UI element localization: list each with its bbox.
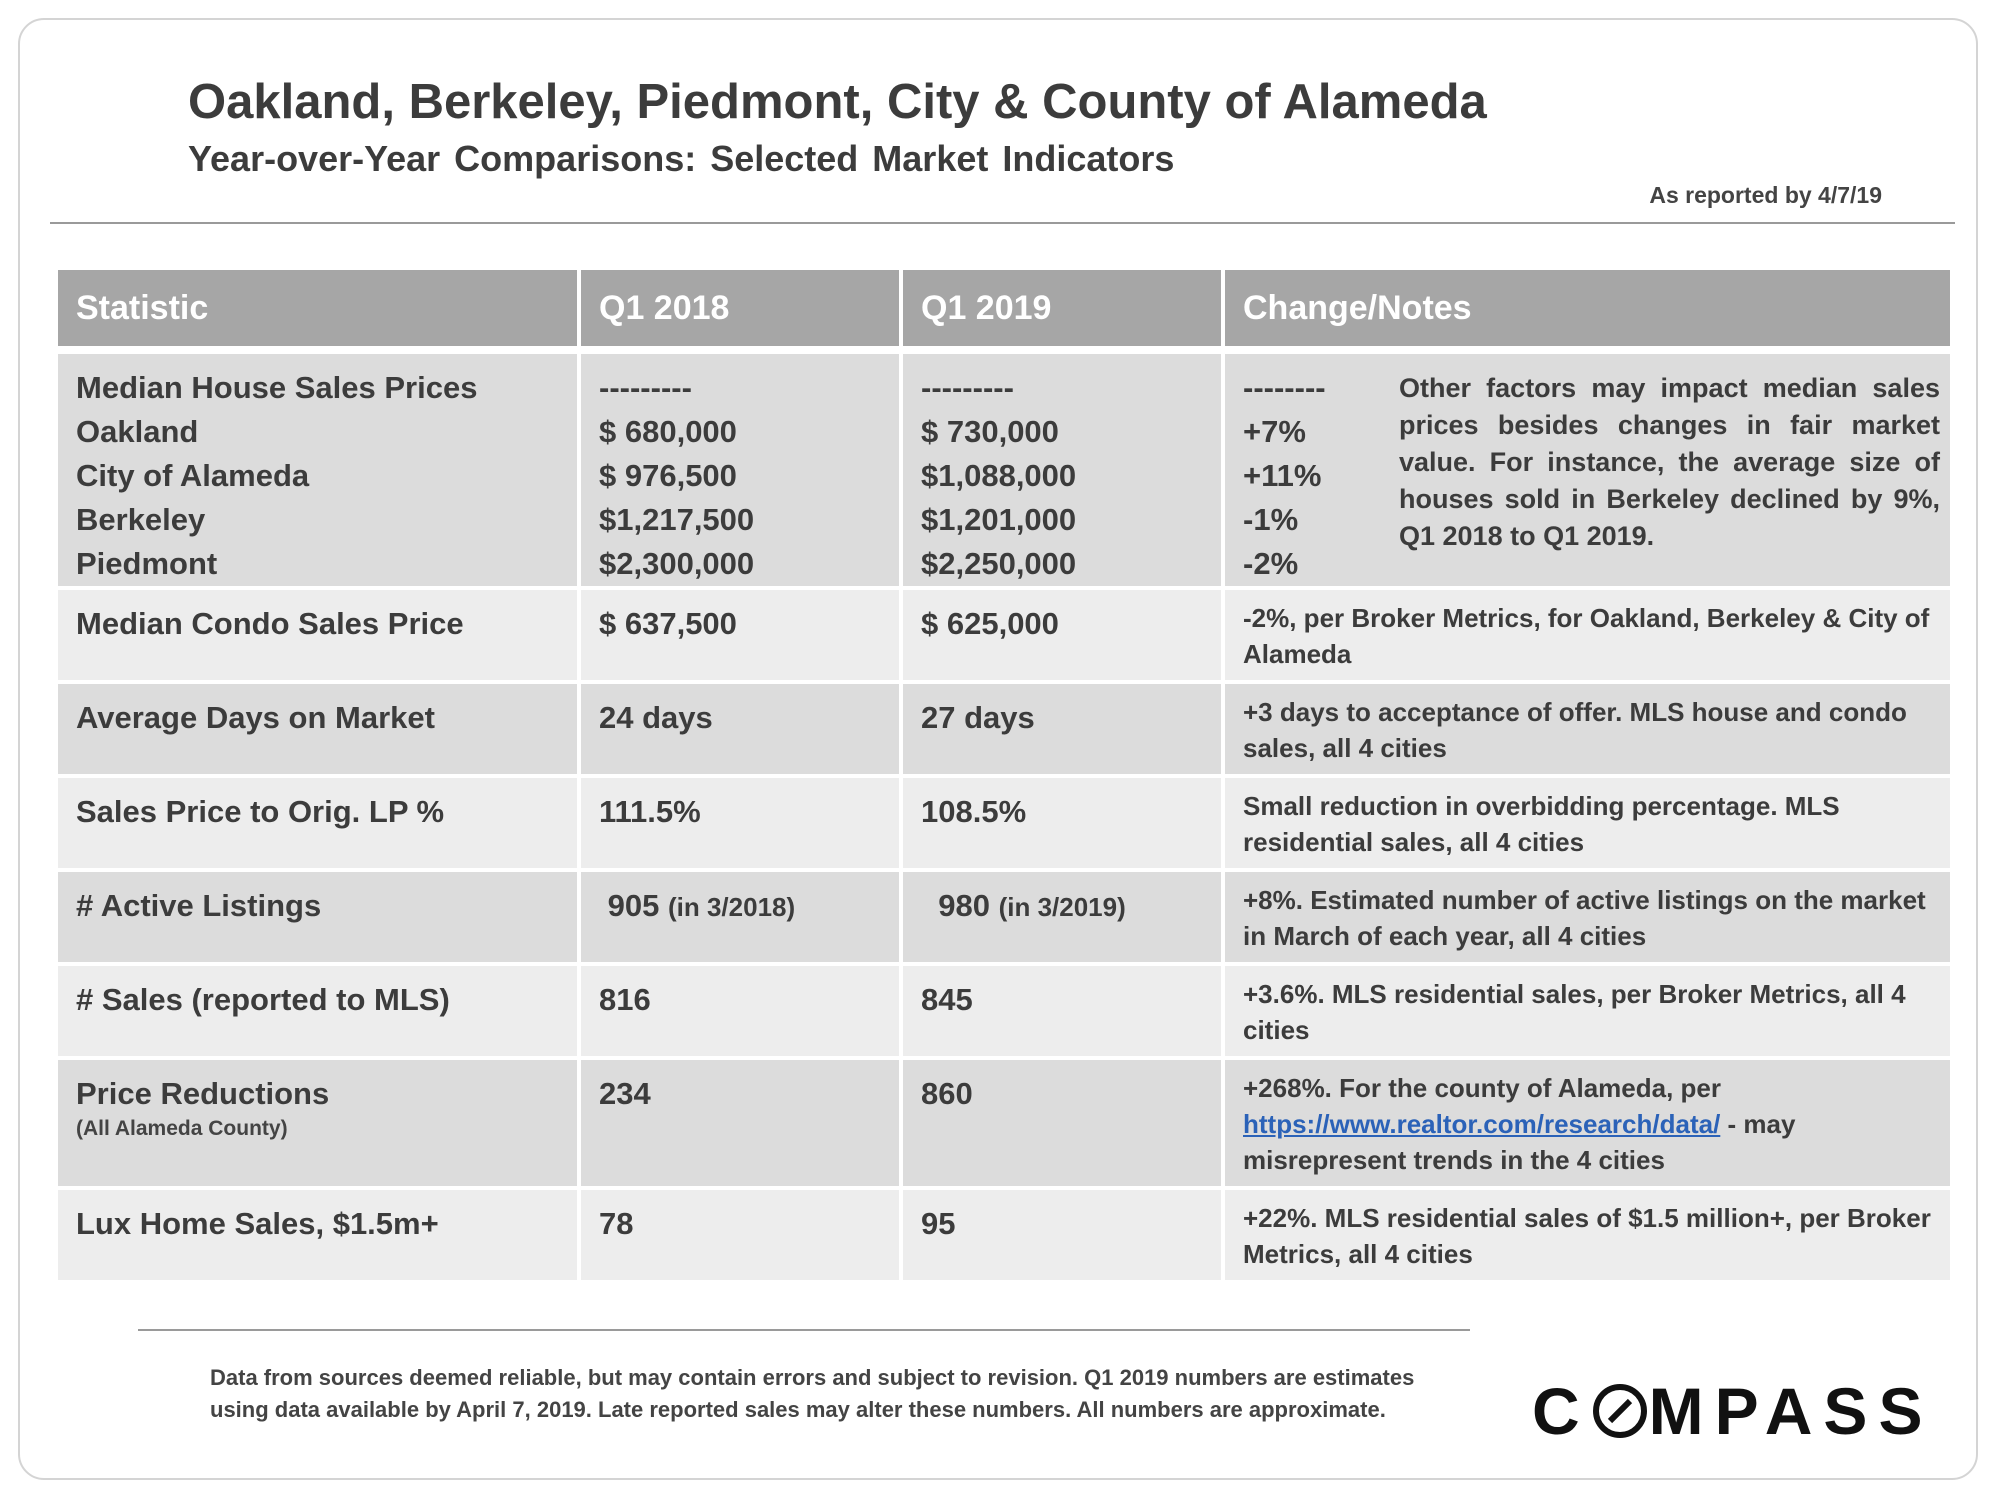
table-row	[58, 872, 1950, 966]
value-line: $1,201,000	[921, 502, 1077, 537]
header-q1-2018: Q1 2018	[581, 270, 903, 354]
disclaimer	[210, 1362, 1470, 1426]
value-line: $ 680,000	[599, 414, 737, 449]
cell-change-notes: +22%. MLS residential sales of $1.5 million+, per Broker Metrics, all 4 cities	[1225, 1190, 1950, 1284]
table-header-row	[58, 270, 1950, 354]
page-title: Oakland, Berkeley, Piedmont, City & County of Alameda	[188, 75, 1487, 129]
value-line: $1,088,000	[921, 458, 1077, 493]
active-listings-period: (in 3/2019)	[998, 892, 1126, 922]
footer-divider	[138, 1329, 1470, 1331]
cell-q1-2019: 95	[903, 1190, 1225, 1284]
cell-q1-2018: 111.5%	[581, 778, 903, 872]
note-text: +268%. For the county of Alameda, per	[1243, 1073, 1721, 1103]
value-line: $2,250,000	[921, 546, 1077, 581]
cell-q1-2018: 234	[581, 1060, 903, 1190]
cell-statistic: # Sales (reported to MLS)	[58, 966, 581, 1060]
table-row	[58, 684, 1950, 778]
header-q1-2019: Q1 2019	[903, 270, 1225, 354]
table-row-median-house	[58, 354, 1950, 590]
value-line: $ 976,500	[599, 458, 737, 493]
statistic-label: Price Reductions	[76, 1076, 330, 1111]
table-row	[58, 966, 1950, 1060]
cell-q1-2018	[581, 872, 903, 966]
cell-change-notes: +8%. Estimated number of active listings on the market in March of each year, all 4 cities	[1225, 872, 1950, 966]
cell-q1-2018	[581, 354, 903, 590]
note-text: - may misrepresent trends in the 4 cities	[1243, 1109, 1796, 1175]
change-line: +7%	[1243, 414, 1306, 449]
value-line: ---------	[599, 370, 692, 405]
cell-q1-2019	[903, 872, 1225, 966]
value-line: $ 730,000	[921, 414, 1059, 449]
table-row	[58, 590, 1950, 684]
cell-q1-2019: 845	[903, 966, 1225, 1060]
title-divider	[50, 222, 1955, 224]
compass-logo: C MPASS	[1532, 1374, 1934, 1448]
cell-q1-2018: 816	[581, 966, 903, 1060]
cell-change-notes: +3 days to acceptance of offer. MLS house and condo sales, all 4 cities	[1225, 684, 1950, 778]
disclaimer-line: using data available by April 7, 2019. Late reported sales may alter these numbers. All numbers are approximate.	[210, 1397, 1386, 1422]
change-list	[1243, 366, 1383, 586]
change-line: --------	[1243, 370, 1326, 405]
value-line: $2,300,000	[599, 546, 755, 581]
cell-q1-2018: $ 637,500	[581, 590, 903, 684]
cell-q1-2019	[903, 354, 1225, 590]
value-line: ---------	[921, 370, 1014, 405]
table-row	[58, 1060, 1950, 1190]
report-date: As reported by 4/7/19	[1649, 182, 1882, 208]
disclaimer-line: Data from sources deemed reliable, but may contain errors and subject to revision. Q1 2019 numbers are estimates	[210, 1365, 1415, 1390]
cell-statistic: Sales Price to Orig. LP %	[58, 778, 581, 872]
median-house-note: Other factors may impact median sales prices besides changes in fair market value. For instance, the average size of houses sold in Berkeley declined by 9%, Q1 2018 to Q1 2019.	[1399, 373, 1940, 551]
active-listings-value: 980	[938, 888, 990, 923]
statistic-line: City of Alameda	[76, 458, 310, 493]
change-line: -1%	[1243, 502, 1299, 537]
market-indicators-table	[58, 270, 1950, 1284]
cell-statistic	[58, 1060, 581, 1190]
change-line: +11%	[1243, 458, 1322, 493]
cell-change-notes: -2%, per Broker Metrics, for Oakland, Berkeley & City of Alameda	[1225, 590, 1950, 684]
compass-o-icon	[1591, 1382, 1649, 1440]
table-row	[58, 778, 1950, 872]
cell-statistic: # Active Listings	[58, 872, 581, 966]
cell-change-notes	[1225, 1060, 1950, 1190]
active-listings-period: (in 3/2018)	[667, 892, 796, 922]
cell-change-notes: Small reduction in overbidding percentage. MLS residential sales, all 4 cities	[1225, 778, 1950, 872]
cell-statistic: Median Condo Sales Price	[58, 590, 581, 684]
change-line: -2%	[1243, 546, 1299, 581]
cell-statistic	[58, 354, 581, 590]
statistic-sublabel: (All Alameda County)	[76, 1117, 288, 1140]
statistic-line: Berkeley	[76, 502, 206, 537]
header-change-notes: Change/Notes	[1225, 270, 1950, 354]
statistic-line: Oakland	[76, 414, 199, 449]
cell-q1-2018: 24 days	[581, 684, 903, 778]
header-statistic: Statistic	[58, 270, 581, 354]
statistic-line: Piedmont	[76, 546, 218, 581]
cell-q1-2019: 27 days	[903, 684, 1225, 778]
cell-q1-2019: 108.5%	[903, 778, 1225, 872]
cell-q1-2018: 78	[581, 1190, 903, 1284]
cell-statistic: Average Days on Market	[58, 684, 581, 778]
table-row	[58, 1190, 1950, 1284]
active-listings-value: 905	[607, 888, 660, 923]
cell-change-notes	[1225, 354, 1950, 590]
statistic-line: Median House Sales Prices	[76, 370, 478, 405]
realtor-data-link[interactable]: https://www.realtor.com/research/data/	[1243, 1109, 1721, 1139]
cell-change-notes: +3.6%. MLS residential sales, per Broker Metrics, all 4 cities	[1225, 966, 1950, 1060]
page-subtitle: Year-over-Year Comparisons: Selected Market Indicators	[188, 138, 1175, 179]
cell-statistic: Lux Home Sales, $1.5m+	[58, 1190, 581, 1284]
cell-q1-2019: 860	[903, 1060, 1225, 1190]
value-line: $1,217,500	[599, 502, 755, 537]
cell-q1-2019: $ 625,000	[903, 590, 1225, 684]
